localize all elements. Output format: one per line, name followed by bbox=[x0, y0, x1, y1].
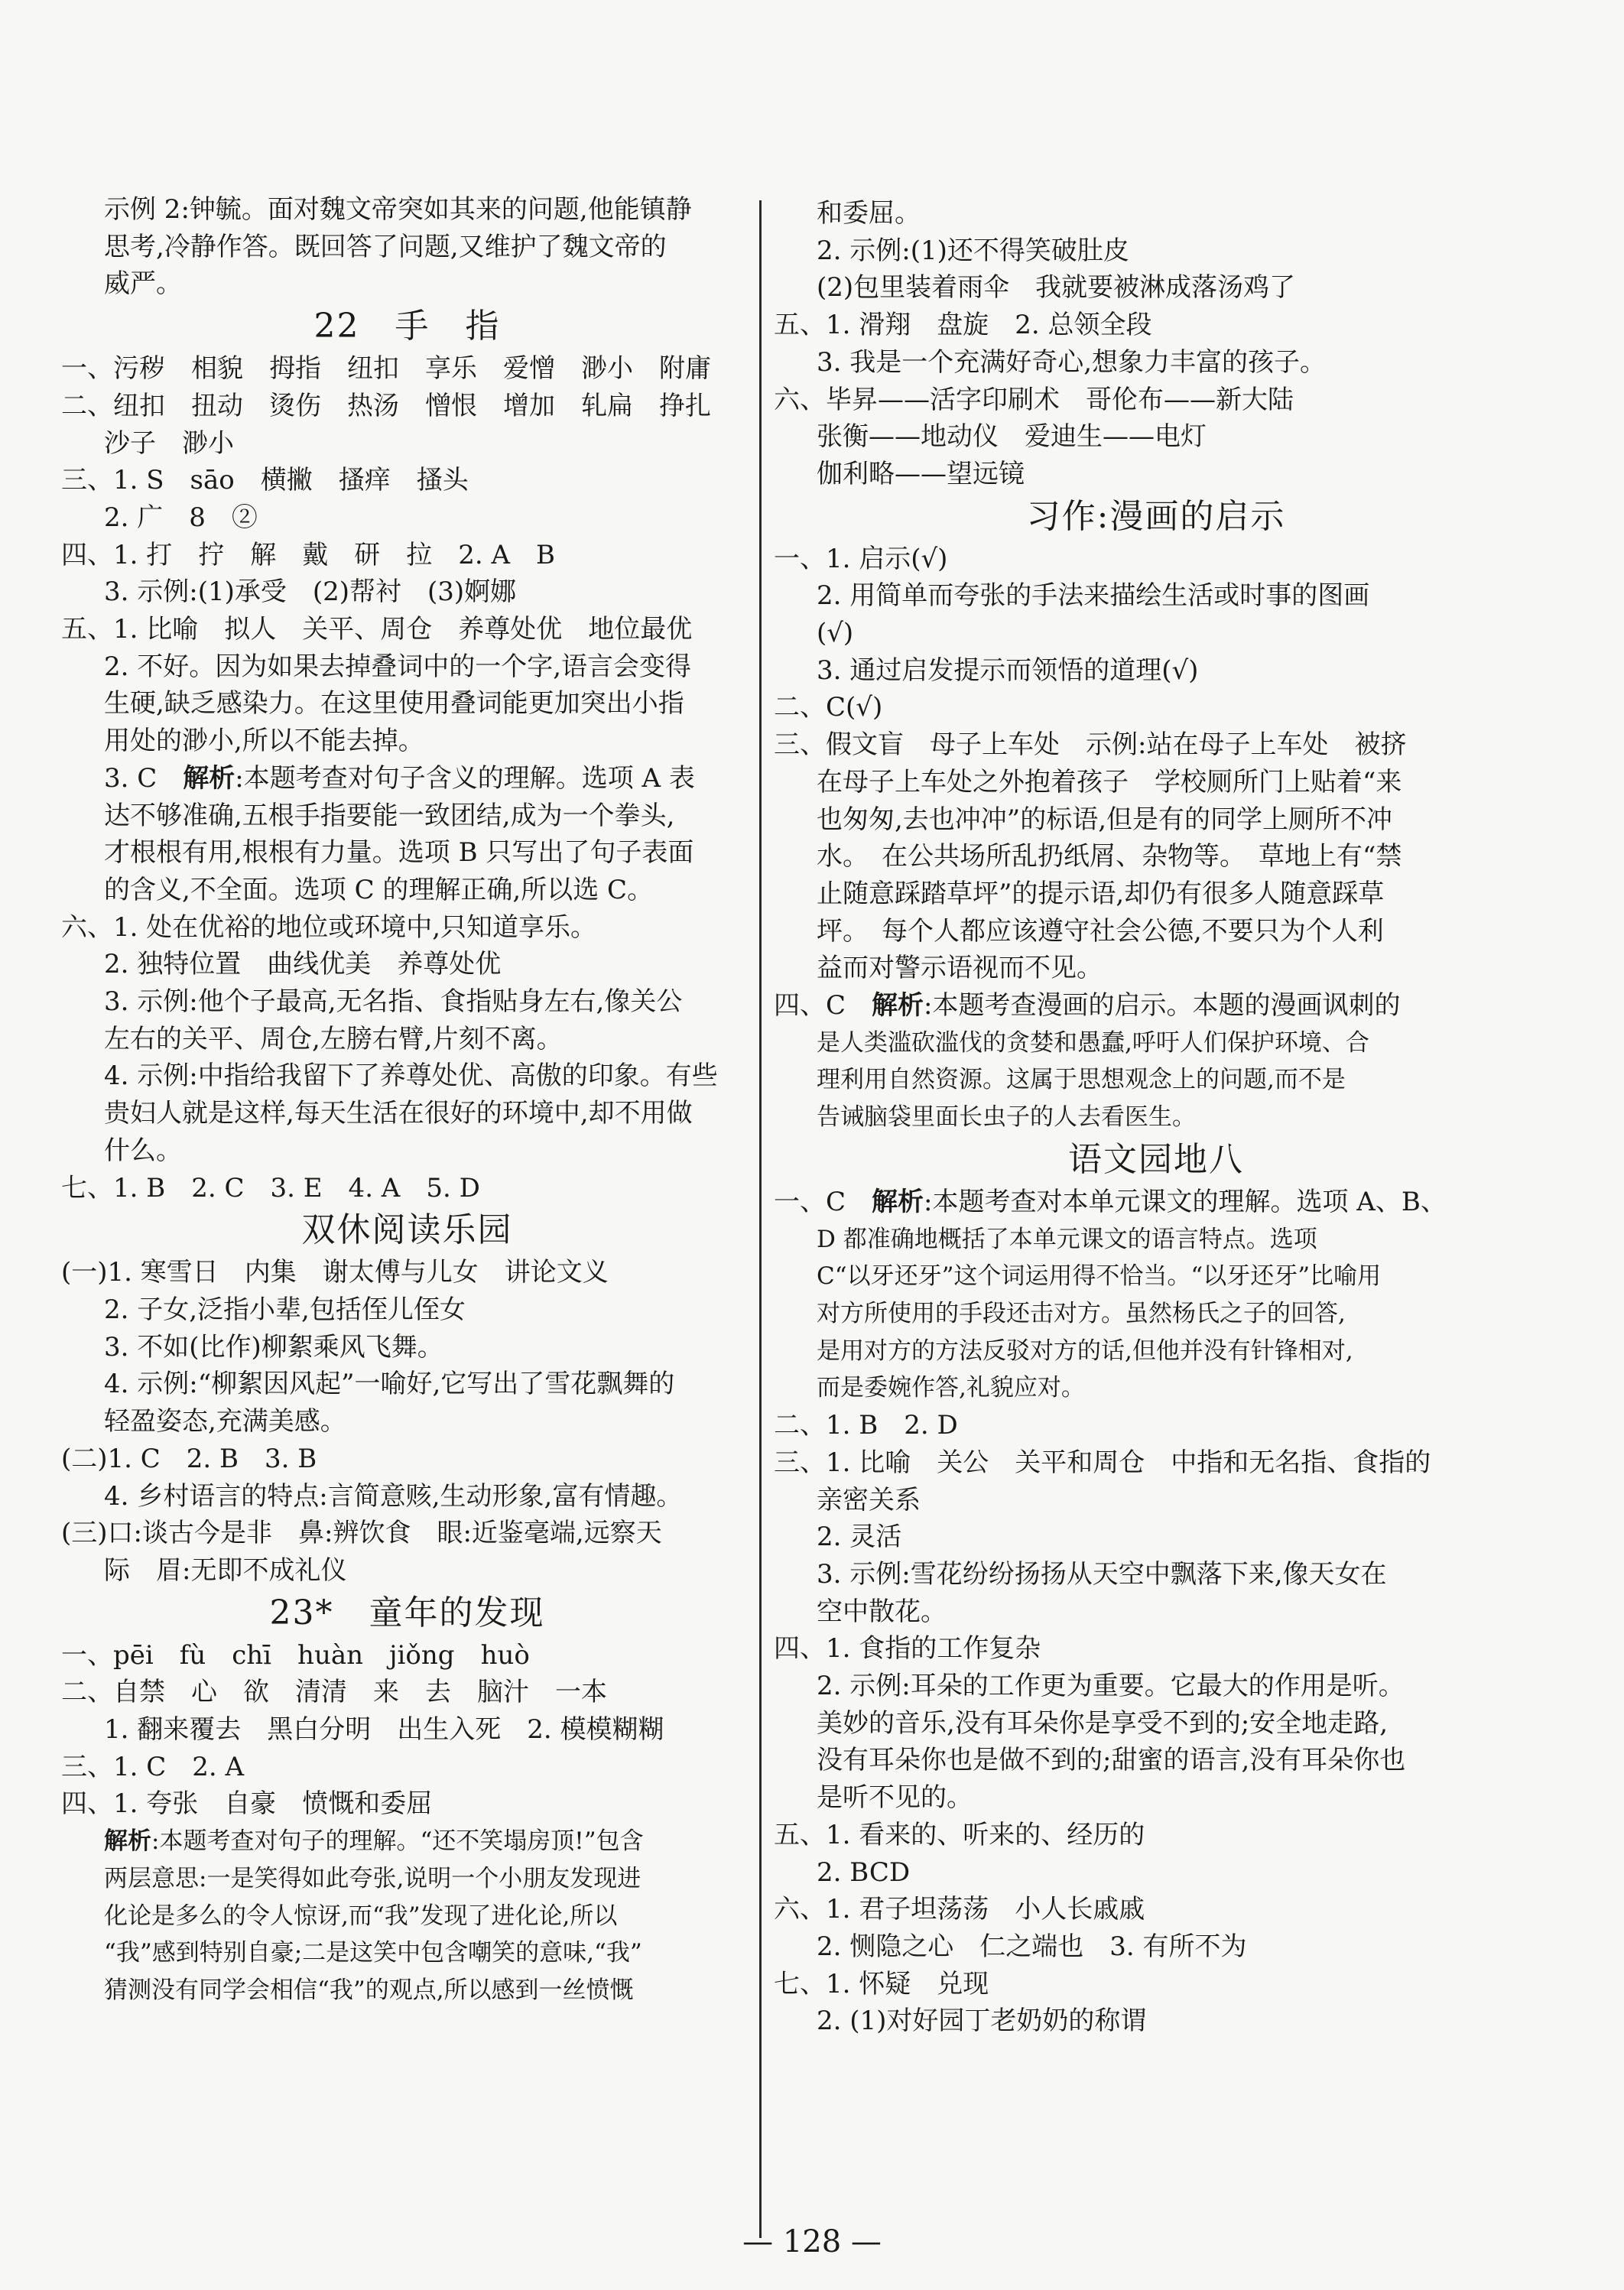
answer-line: 二、纽扣 扭动 烫伤 热汤 憎恨 增加 轧扁 挣扎 bbox=[61, 390, 711, 421]
answer-line: 亲密关系 bbox=[817, 1484, 921, 1515]
answer-prefix: 3. C bbox=[104, 762, 184, 794]
answer-line: 3. 不如(比作)柳絮乘风飞舞。 bbox=[104, 1331, 443, 1363]
answer-line: (二)1. C 2. B 3. B bbox=[61, 1443, 317, 1474]
answer-line: 1. 翻来覆去 黑白分明 出生入死 2. 模模糊糊 bbox=[104, 1714, 664, 1746]
answer-text: :本题考查对句子含义的理解。选项 A 表 bbox=[235, 762, 695, 794]
analysis-label: 解析 bbox=[183, 762, 235, 794]
answer-line: 2. 用简单而夸张的手法来描绘生活或时事的图画 bbox=[817, 580, 1370, 612]
answer-line: 2. 恻隐之心 仁之端也 3. 有所不为 bbox=[817, 1931, 1247, 1962]
answer-line: 威严。 bbox=[104, 268, 182, 300]
page-number: — 128 — bbox=[742, 2224, 882, 2259]
answer-line bbox=[774, 987, 1538, 1025]
answer-line: 四、1. 食指的工作复杂 bbox=[774, 1633, 1041, 1665]
answer-line: 际 眉:无即不成礼仪 bbox=[104, 1554, 347, 1586]
answer-line: 一、污秽 相貌 拇指 纽扣 享乐 爱憎 渺小 附庸 bbox=[61, 353, 711, 385]
answer-line: 二、自禁 心 欲 清清 来 去 脑汁 一本 bbox=[61, 1677, 607, 1708]
analysis-label: 解析 bbox=[872, 990, 924, 1022]
answer-line: 2. 广 8 ② bbox=[104, 502, 258, 533]
right-column bbox=[774, 195, 1538, 2040]
section-title: 23* 童年的发现 bbox=[269, 1593, 545, 1632]
section-title: 语文园地八 bbox=[1068, 1139, 1244, 1179]
answer-line: 张衡——地动仪 爱迪生——电灯 bbox=[817, 421, 1207, 453]
answer-line: (一)1. 寒雪日 内集 谢太傅与儿女 讲论文义 bbox=[61, 1257, 609, 1288]
answer-line: 3. 示例:雪花纷纷扬扬从天空中飘落下来,像天女在 bbox=[817, 1558, 1387, 1590]
answer-line: 2. BCD bbox=[817, 1856, 911, 1888]
answer-line: 2. 示例:(1)还不得笑破肚皮 bbox=[817, 235, 1129, 266]
answer-line: 是听不见的。 bbox=[817, 1782, 973, 1814]
answer-line: 和委屈。 bbox=[817, 198, 921, 229]
answer-line: 用处的渺小,所以不能去掉。 bbox=[104, 726, 424, 757]
answer-line: 2. 子女,泛指小辈,包括侄儿侄女 bbox=[104, 1294, 466, 1325]
answer-line: 坪。 每个人都应该遵守社会公德,不要只为个人利 bbox=[817, 915, 1384, 947]
answer-line: 空中散花。 bbox=[817, 1596, 947, 1627]
answer-line: 是用对方的方法反驳对方的话,但他并没有针锋相对, bbox=[817, 1337, 1353, 1365]
answer-line: 猜测没有同学会相信“我”的观点,所以感到一丝愤慨 bbox=[104, 1976, 634, 2004]
answer-line: 五、1. 看来的、听来的、经历的 bbox=[774, 1819, 1145, 1850]
answer-line: “我”感到特别自豪;二是这笑中包含嘲笑的意味,“我” bbox=[104, 1939, 642, 1967]
answer-line bbox=[61, 760, 753, 797]
answer-line: (2)包里装着雨伞 我就要被淋成落汤鸡了 bbox=[817, 272, 1296, 304]
answer-line: 二、1. B 2. D bbox=[774, 1410, 958, 1441]
answer-line: 没有耳朵你也是做不到的;甜蜜的语言,没有耳朵你也 bbox=[817, 1745, 1406, 1776]
answer-line: 3. 我是一个充满好奇心,想象力丰富的孩子。 bbox=[817, 346, 1327, 378]
answer-text: :本题考查漫画的启示。本题的漫画讽刺的 bbox=[924, 990, 1401, 1022]
answer-line: 四、1. 夸张 自豪 愤慨和委屈 bbox=[61, 1788, 433, 1820]
answer-line: 七、1. B 2. C 3. E 4. A 5. D bbox=[61, 1172, 480, 1203]
answer-line: 2. 独特位置 曲线优美 养尊处优 bbox=[104, 949, 502, 980]
answer-line: 六、毕昇——活字印刷术 哥伦布——新大陆 bbox=[774, 384, 1294, 415]
answer-line: 2. (1)对好园丁老奶奶的称谓 bbox=[817, 2006, 1147, 2037]
answer-line: 五、1. 比喻 拟人 关平、周仓 养尊处优 地位最优 bbox=[61, 614, 693, 645]
answer-prefix: 一、C bbox=[774, 1186, 872, 1217]
answer-line: 两层意思:一是笑得如此夸张,说明一个小朋友发现进 bbox=[104, 1864, 641, 1892]
answer-line: 达不够准确,五根手指要能一致团结,成为一个拳头, bbox=[104, 800, 675, 831]
answer-line: 告诫脑袋里面长虫子的人去看医生。 bbox=[817, 1103, 1196, 1132]
analysis-label: 解析 bbox=[872, 1186, 924, 1217]
answer-line: 4. 示例:“柳絮因风起”一喻好,它写出了雪花飘舞的 bbox=[104, 1369, 675, 1400]
answer-line: 3. 示例:他个子最高,无名指、食指贴身左右,像关公 bbox=[104, 986, 683, 1018]
answer-line: 4. 示例:中指给我留下了养尊处优、高傲的印象。有些 bbox=[104, 1061, 718, 1092]
answer-line: 贵妇人就是这样,每天生活在很好的环境中,却不用做 bbox=[104, 1098, 693, 1129]
answer-line: 2. 不好。因为如果去掉叠词中的一个字,语言会变得 bbox=[104, 651, 692, 682]
answer-line: 轻盈姿态,充满美感。 bbox=[104, 1406, 346, 1437]
answer-line: 七、1. 怀疑 兑现 bbox=[774, 1968, 989, 1999]
answer-line: 是人类滥砍滥伐的贪婪和愚蠢,呼吁人们保护环境、合 bbox=[817, 1028, 1369, 1057]
answer-line: 益而对警示语视而不见。 bbox=[817, 953, 1103, 984]
answer-line: 五、1. 滑翔 盘旋 2. 总领全段 bbox=[774, 310, 1152, 341]
answer-line: 的含义,不全面。选项 C 的理解正确,所以选 C。 bbox=[104, 874, 654, 905]
answer-line: 六、1. 君子坦荡荡 小人长戚戚 bbox=[774, 1894, 1145, 1925]
answer-line: 才根根有用,根根有力量。选项 B 只写出了句子表面 bbox=[104, 837, 694, 869]
answer-line: 2. 示例:耳朵的工作更为重要。它最大的作用是听。 bbox=[817, 1671, 1405, 1702]
answer-line: 4. 乡村语言的特点:言简意赅,生动形象,富有情趣。 bbox=[104, 1480, 683, 1512]
answer-line: 3. 通过启发提示而领悟的道理(√) bbox=[817, 655, 1199, 686]
answer-text: :本题考查对句子的理解。“还不笑塌房顶!”包含 bbox=[151, 1827, 644, 1856]
answer-line: (三)口:谈古今是非 鼻:辨饮食 眼:近鉴毫端,远察天 bbox=[61, 1518, 662, 1549]
answer-line: 对方所使用的手段还击对方。虽然杨氏之子的回答, bbox=[817, 1299, 1346, 1327]
answer-line: 伽利略——望远镜 bbox=[817, 458, 1025, 489]
answer-line: 沙子 渺小 bbox=[104, 427, 234, 459]
answer-line: (√) bbox=[817, 618, 854, 649]
answer-line: 左右的关平、周仓,左膀右臂,片刻不离。 bbox=[104, 1023, 563, 1054]
answer-line: D 都准确地概括了本单元课文的语言特点。选项 bbox=[817, 1225, 1317, 1253]
answer-prefix: 四、C bbox=[774, 990, 872, 1022]
section-title: 双休阅读乐园 bbox=[301, 1210, 513, 1250]
answer-line: 二、C(√) bbox=[774, 692, 883, 723]
answer-line: 一、1. 启示(√) bbox=[774, 543, 948, 574]
answer-line: 水。 在公共场所乱扔纸屑、杂物等。 草地上有“禁 bbox=[817, 841, 1402, 872]
answer-line: 在母子上车处之外抱着孩子 学校厕所门上贴着“来 bbox=[817, 766, 1402, 797]
answer-line: 思考,冷静作答。既回答了问题,又维护了魏文帝的 bbox=[104, 231, 667, 262]
answer-line: 三、1. 比喻 关公 关平和周仓 中指和无名指、食指的 bbox=[774, 1447, 1431, 1478]
answer-line: C“以牙还牙”这个词运用得不恰当。“以牙还牙”比喻用 bbox=[817, 1262, 1382, 1291]
answer-line: 2. 灵活 bbox=[817, 1522, 902, 1553]
answer-line: 3. 示例:(1)承受 (2)帮衬 (3)婀娜 bbox=[104, 577, 517, 608]
answer-line: 止随意踩踏草坪”的提示语,却仍有很多人随意踩草 bbox=[817, 878, 1385, 909]
answer-line: 生硬,缺乏感染力。在这里使用叠词能更加突出小指 bbox=[104, 688, 684, 719]
section-title: 22 手 指 bbox=[313, 307, 501, 346]
answer-line: 理利用自然资源。这属于思想观念上的问题,而不是 bbox=[817, 1066, 1346, 1094]
answer-text: :本题考查对本单元课文的理解。选项 A、B、 bbox=[924, 1186, 1447, 1217]
answer-line: 三、1. S sāo 横撇 搔痒 搔头 bbox=[61, 465, 469, 496]
answer-line: 示例 2:钟毓。面对魏文帝突如其来的问题,他能镇静 bbox=[104, 194, 692, 225]
analysis-label: 解析 bbox=[104, 1827, 151, 1856]
answer-line: 一、pēi fù chī huàn jiǒng huò bbox=[61, 1639, 530, 1671]
answer-line: 三、假文盲 母子上车处 示例:站在母子上车处 被挤 bbox=[774, 729, 1407, 761]
left-column bbox=[61, 191, 753, 2009]
answer-line: 美妙的音乐,没有耳朵你是享受不到的;安全地走路, bbox=[817, 1707, 1389, 1739]
answer-line: 也匆匆,去也冲冲”的标语,但是有的同学上厕所不冲 bbox=[817, 804, 1392, 835]
answer-line bbox=[774, 1184, 1538, 1221]
section-title: 习作:漫画的启示 bbox=[1026, 496, 1286, 536]
column-divider bbox=[759, 200, 762, 2238]
answer-line: 化论是多么的令人惊讶,而“我”发现了进化论,所以 bbox=[104, 1902, 618, 1930]
answer-line: 什么。 bbox=[104, 1135, 182, 1166]
answer-line: 三、1. C 2. A bbox=[61, 1751, 245, 1782]
answer-line: 而是委婉作答,礼貌应对。 bbox=[817, 1374, 1085, 1402]
answer-line bbox=[61, 1823, 753, 1860]
answer-line: 四、1. 打 拧 解 戴 研 拉 2. A B bbox=[61, 539, 556, 570]
answer-line: 六、1. 处在优裕的地位或环境中,只知道享乐。 bbox=[61, 911, 597, 943]
